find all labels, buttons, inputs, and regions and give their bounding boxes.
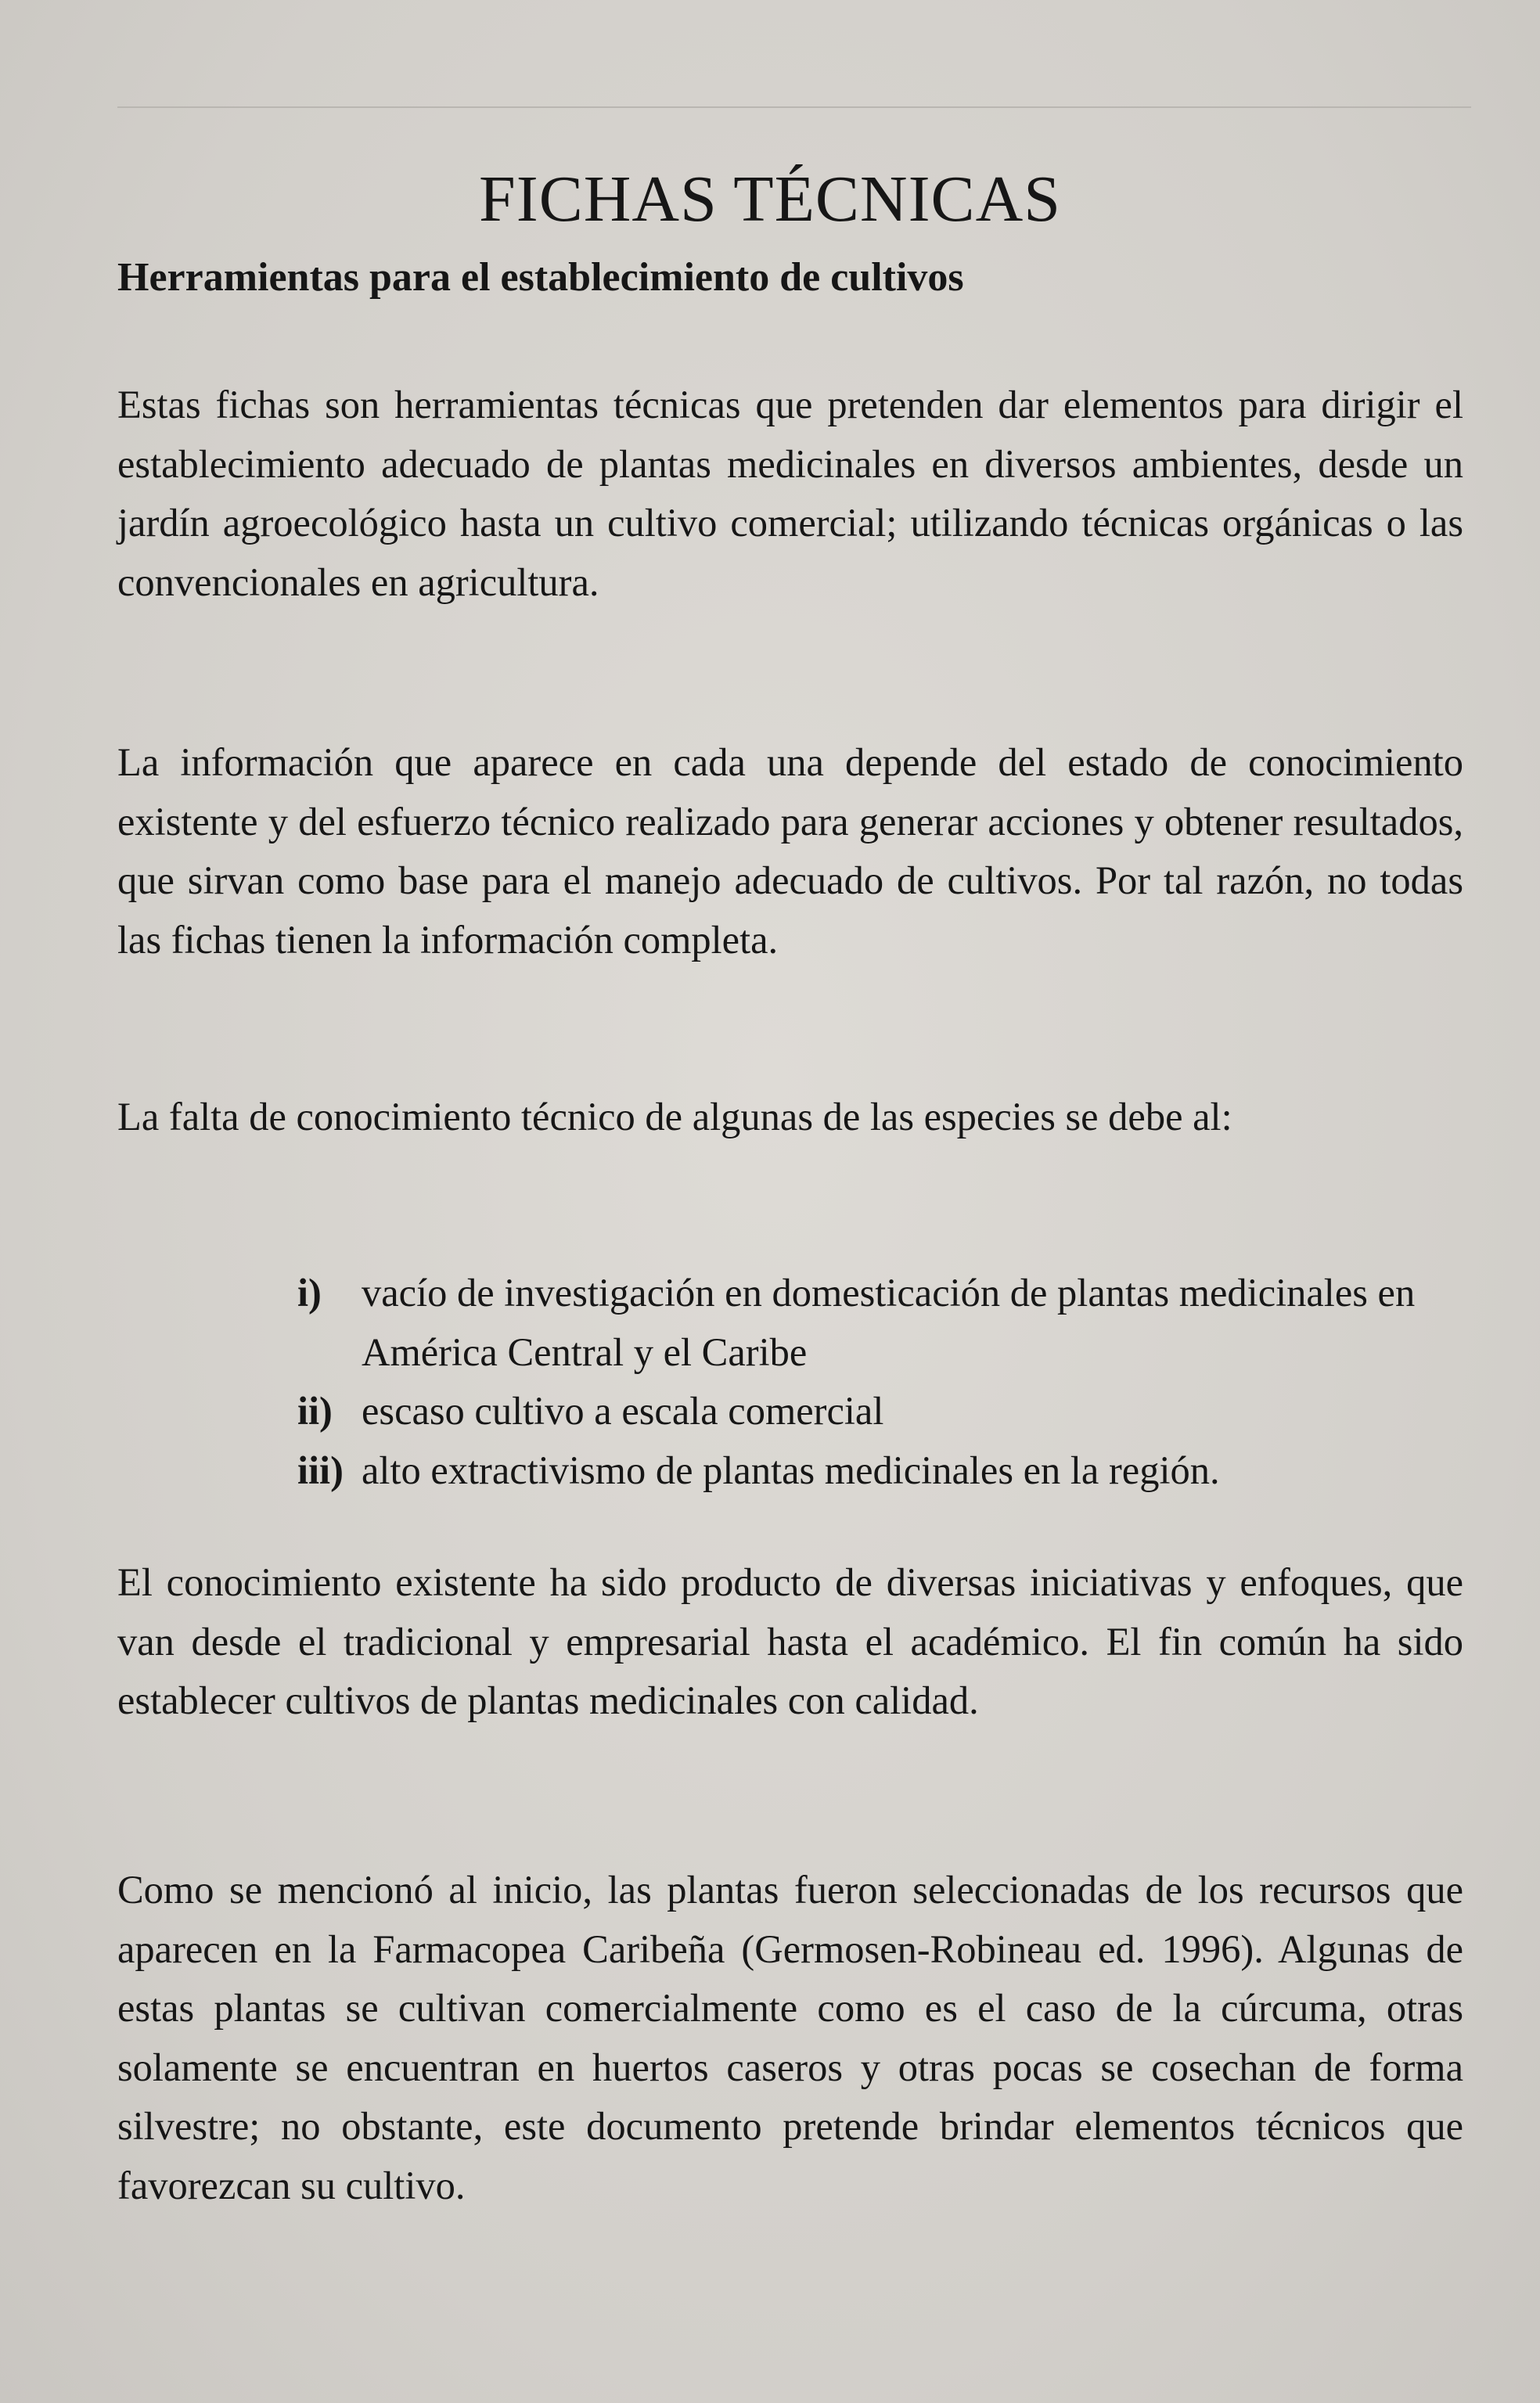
- page-title: FICHAS TÉCNICAS: [479, 163, 1061, 236]
- paragraph-plant-selection: Como se mencionó al inicio, las plantas fueron seleccionadas de los recursos que aparecen en la Farmacopea Caribeña (Germosen-Robineau ed. 1996). Algunas de estas plantas se cultivan comercialmente como es el caso de la cúrcuma, otras solamente se encuentran en huertos caseros y otras pocas se cosechan de forma silvestre; no obstante, este documento pretende brindar elementos técnicos que favorezcan su cultivo.: [117, 1868, 1463, 2207]
- list-item-text: alto extractivismo de plantas medicinales en la región.: [362, 1448, 1220, 1492]
- section-subtitle: Herramientas para el establecimiento de cultivos: [117, 255, 964, 300]
- list-item-text: escaso cultivo a escala comercial: [362, 1389, 884, 1433]
- paragraph-lack-of-knowledge: La falta de conocimiento técnico de algunas de las especies se debe al:: [117, 1095, 1232, 1139]
- list-item: [297, 1441, 1471, 1501]
- paragraph-information: La información que aparece en cada una depende del estado de conocimiento existente y del esfuerzo técnico realizado para generar acciones y obtener resultados, que sirvan como base para el manejo adecuado de cultivos. Por tal razón, no todas las fichas tienen la información completa.: [117, 740, 1463, 962]
- reasons-list: [297, 1264, 1471, 1500]
- paragraph-existing-knowledge: El conocimiento existente ha sido producto de diversas iniciativas y enfoques, que van desde el tradicional y empresarial hasta el académico. El fin común ha sido establecer cultivos de plantas medicinales con calidad.: [117, 1560, 1463, 1722]
- list-item-number: i): [297, 1271, 322, 1315]
- list-item-number: iii): [297, 1448, 344, 1492]
- paragraph-intro: Estas fichas son herramientas técnicas que pretenden dar elementos para dirigir el establecimiento adecuado de plantas medicinales en diversos ambientes, desde un jardín agroecológico hasta un cultivo comercial; utilizando técnicas orgánicas o las convencionales en agricultura.: [117, 383, 1463, 604]
- list-item-text: vacío de investigación en domesticación de plantas medicinales en América Central y el Caribe: [362, 1271, 1416, 1374]
- list-item: [297, 1382, 1471, 1441]
- list-item-number: ii): [297, 1389, 333, 1433]
- list-item: [297, 1264, 1471, 1382]
- header-rule: [117, 106, 1471, 108]
